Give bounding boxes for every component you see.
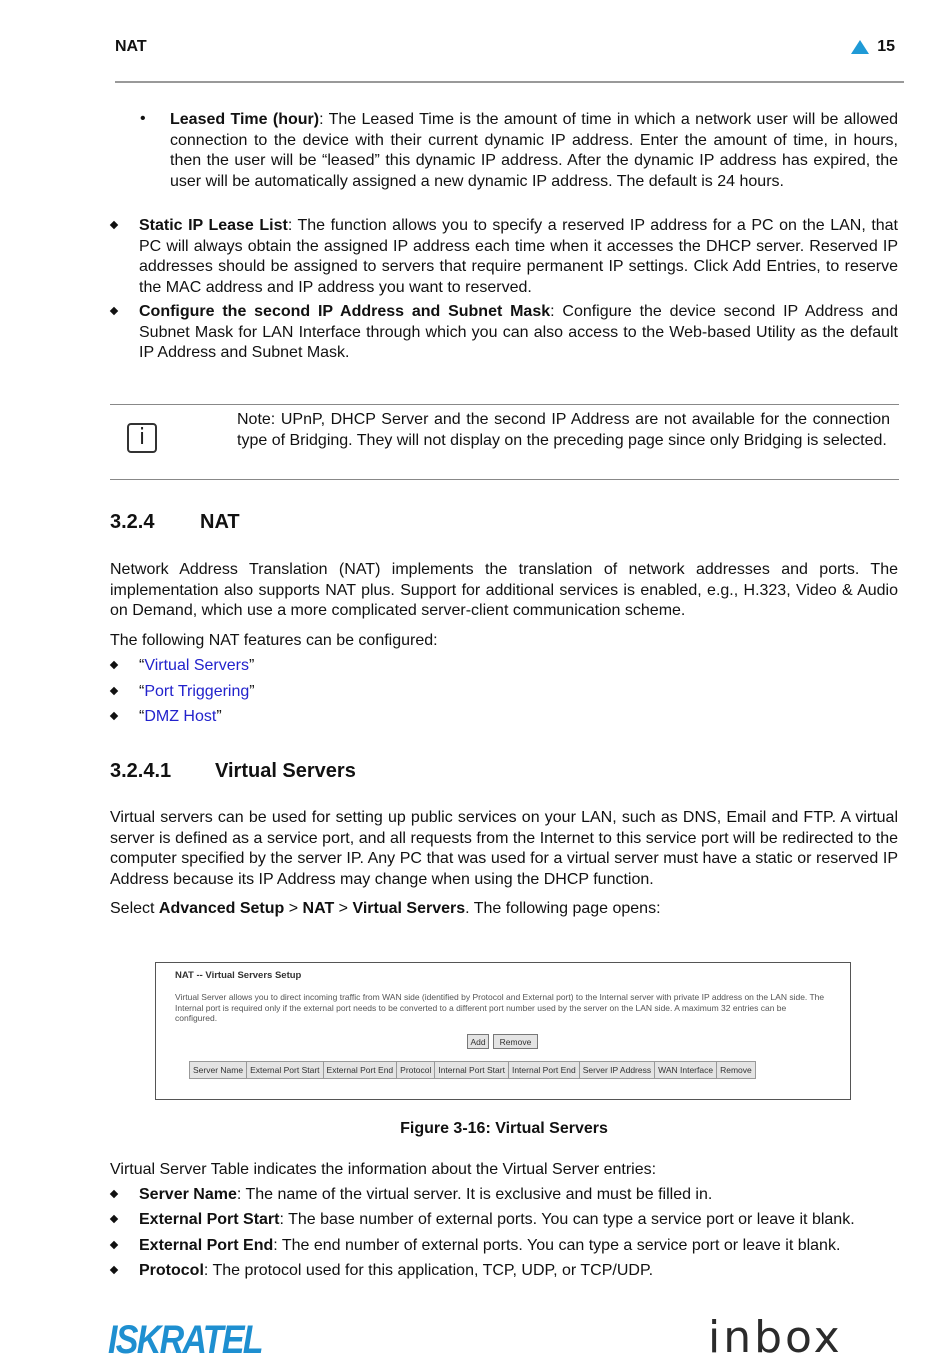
virtual-servers-screenshot bbox=[155, 962, 851, 1100]
col-wan-interface: WAN Interface bbox=[655, 1062, 717, 1079]
feature-link-dmz-host[interactable]: “DMZ Host” bbox=[139, 708, 222, 725]
diamond-bullet-icon bbox=[110, 221, 118, 229]
static-ip-text: : The function allows you to specify a reserved IP address for a PC on the LAN, that PC will always obtain the assigned IP address each time when it accesses the DHCP server. Reserved IP addresses should be assigned to servers that require permanent IP settings. Click Add Entries, to reserve the MAC address and IP address you want to reserved. bbox=[139, 217, 898, 296]
section-number: 3.2.4 bbox=[110, 511, 155, 533]
nat-intro: Network Address Translation (NAT) implements the translation of network addresses and ports. The implementation also supports NAT plus. Support for additional services is enabled, e.g., H.323, Video & Audio on Demand, which use a more complicated server-client communication scheme. bbox=[110, 561, 898, 619]
field-item: Protocol: The protocol used for this application, TCP, UDP, or TCP/UDP. bbox=[139, 1262, 654, 1279]
field-item: External Port Start: The base number of external ports. You can type a service port or leave it blank. bbox=[139, 1211, 855, 1228]
section-title: NAT bbox=[200, 511, 240, 533]
col-external-port-start: External Port Start bbox=[247, 1062, 323, 1079]
static-ip-title: Static IP Lease List bbox=[139, 217, 288, 234]
inbox-logo: inbox bbox=[708, 1312, 843, 1363]
second-ip-item bbox=[139, 302, 898, 364]
note-bottom-rule bbox=[110, 479, 899, 480]
diamond-bullet-icon bbox=[110, 1215, 118, 1223]
bullet-dot: • bbox=[140, 110, 146, 127]
col-protocol: Protocol bbox=[397, 1062, 435, 1079]
triangle-icon bbox=[851, 40, 869, 54]
note-text: Note: UPnP, DHCP Server and the second IP Address are not available for the connection type of Bridging. They will not display on the preceding page since only Bridging is selected. bbox=[237, 411, 890, 449]
table-intro: Virtual Server Table indicates the information about the Virtual Server entries: bbox=[110, 1161, 657, 1178]
second-ip-title: Configure the second IP Address and Subnet Mask bbox=[139, 303, 551, 320]
iskratel-logo: ISKRATEL bbox=[108, 1318, 262, 1362]
static-ip-item bbox=[139, 216, 898, 298]
subsection-title: Virtual Servers bbox=[215, 760, 356, 782]
leased-time-text: : The Leased Time is the amount of time in which a network user will be allowed connection to the device with their current dynamic IP address. Enter the amount of time, in hours, then the user will be “leased” this dynamic IP address. After the dynamic IP address has expired, the user will be automatically assigned a new dynamic IP address. The default is 24 hours. bbox=[170, 111, 898, 190]
virtual-servers-table bbox=[189, 1061, 756, 1079]
col-server-ip-address: Server IP Address bbox=[579, 1062, 654, 1079]
diamond-bullet-icon bbox=[110, 307, 118, 315]
remove-button[interactable]: Remove bbox=[493, 1034, 538, 1049]
diamond-bullet-icon bbox=[110, 661, 118, 669]
diamond-bullet-icon bbox=[110, 1241, 118, 1249]
header-divider bbox=[115, 81, 904, 83]
col-server-name: Server Name bbox=[190, 1062, 247, 1079]
diamond-bullet-icon bbox=[110, 1266, 118, 1274]
diamond-bullet-icon bbox=[110, 712, 118, 720]
col-internal-port-end: Internal Port End bbox=[508, 1062, 579, 1079]
field-item: Server Name: The name of the virtual server. It is exclusive and must be filled in. bbox=[139, 1186, 713, 1203]
leased-time-item bbox=[170, 110, 898, 192]
leased-time-title: Leased Time (hour) bbox=[170, 111, 320, 128]
feature-link-virtual-servers[interactable]: “Virtual Servers” bbox=[139, 657, 255, 674]
figure-caption: Figure 3-16: Virtual Servers bbox=[400, 1120, 608, 1137]
col-remove: Remove bbox=[717, 1062, 756, 1079]
col-external-port-end: External Port End bbox=[323, 1062, 397, 1079]
feature-link-port-triggering[interactable]: “Port Triggering” bbox=[139, 683, 255, 700]
header-page-indicator bbox=[851, 38, 895, 56]
screenshot-description: Virtual Server allows you to direct incoming traffic from WAN side (identified by Protocol and External port) to the Internal server with private IP address on the LAN side. The Internal port is required only if the external port needs to be converted to a different port number used by the server on the LAN side. A maximum 32 entries can be configured. bbox=[175, 992, 825, 1023]
note-top-rule bbox=[110, 404, 899, 405]
page-number: 15 bbox=[877, 38, 895, 55]
vs-select-instruction: Select Advanced Setup > NAT > Virtual Servers. The following page opens: bbox=[110, 900, 661, 917]
info-icon: i bbox=[127, 423, 157, 453]
screenshot-title: NAT -- Virtual Servers Setup bbox=[175, 970, 302, 981]
second-ip-text: : Configure the device second IP Address and Subnet Mask for LAN Interface through which you can also access to the Web-based Utility as the default IP Address and Subnet Mask. bbox=[139, 303, 899, 361]
vs-intro: Virtual servers can be used for setting up public services on your LAN, such as DNS, Email and FTP. A virtual server is defined as a service port, and all requests from the Internet to this service port will be redirected to the computer specified by the server IP. Any PC that was used for a virtual server must have a static or reserved IP Address because its IP Address may change when using the DHCP function. bbox=[110, 809, 898, 888]
diamond-bullet-icon bbox=[110, 1190, 118, 1198]
add-button[interactable]: Add bbox=[467, 1034, 489, 1049]
header-section-title: NAT bbox=[115, 38, 147, 55]
field-item: External Port End: The end number of external ports. You can type a service port or leave it blank. bbox=[139, 1237, 841, 1254]
table-header-row bbox=[190, 1062, 756, 1079]
subsection-number: 3.2.4.1 bbox=[110, 760, 172, 782]
diamond-bullet-icon bbox=[110, 687, 118, 695]
col-internal-port-start: Internal Port Start bbox=[435, 1062, 509, 1079]
nat-features-intro: The following NAT features can be configured: bbox=[110, 632, 438, 649]
